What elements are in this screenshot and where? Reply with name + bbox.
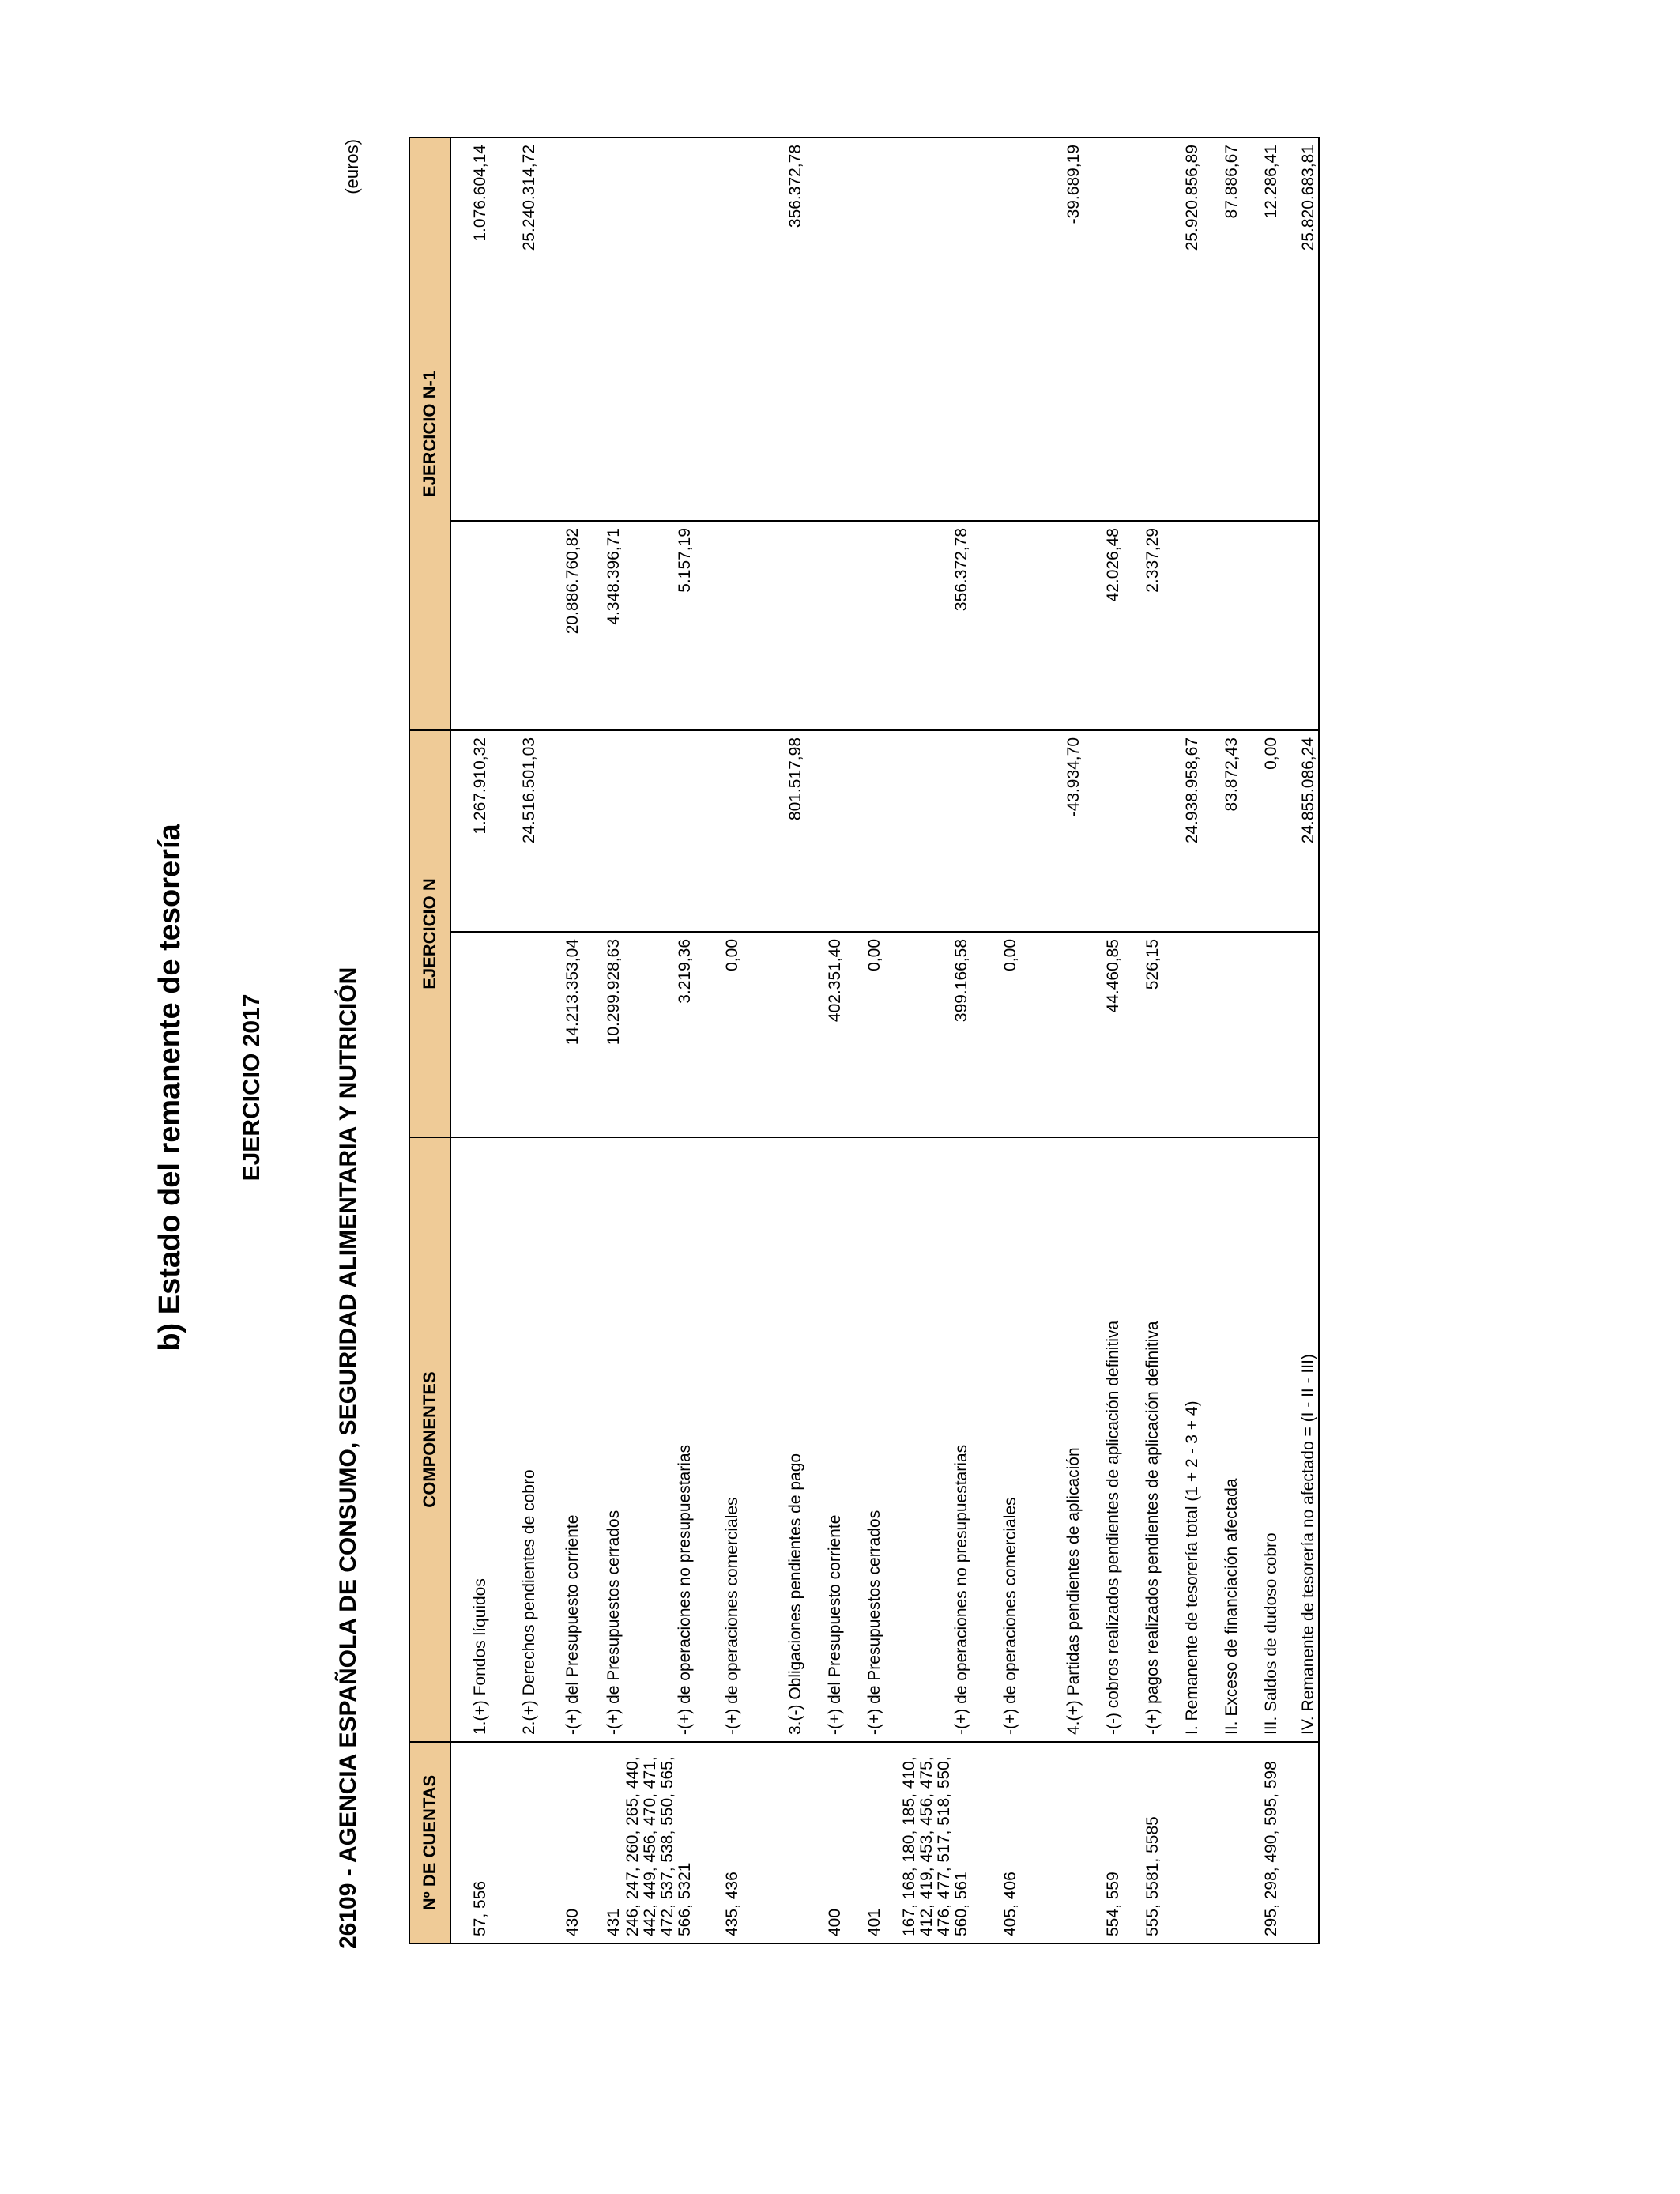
table-row <box>845 138 884 1943</box>
account-codes <box>490 1742 539 1943</box>
account-codes: 554, 559 <box>1083 1742 1123 1943</box>
value-n1-total <box>971 138 1020 521</box>
account-codes: 435, 436 <box>695 1742 742 1943</box>
header-ejercicio-n: EJERCICIO N <box>409 730 450 1137</box>
value-n1-total <box>1123 138 1162 521</box>
value-n-detail: 0,00 <box>971 932 1020 1137</box>
value-n1-detail <box>845 521 884 730</box>
table-row <box>1162 138 1202 1943</box>
value-n1-detail <box>695 521 742 730</box>
table-row <box>1202 138 1241 1943</box>
value-n-detail: 44.460,85 <box>1083 932 1123 1137</box>
table-row <box>1083 138 1123 1943</box>
value-n-total <box>695 730 742 932</box>
value-n1-total: 356.372,78 <box>786 145 804 228</box>
value-n1-total <box>1083 138 1123 521</box>
units-label: (euros) <box>342 139 362 194</box>
header-cuentas: Nº DE CUENTAS <box>409 1742 450 1943</box>
account-codes <box>1202 1742 1241 1943</box>
account-codes <box>1281 1742 1319 1943</box>
table-row <box>1281 138 1319 1943</box>
component-label: 3.(-) Obligaciones pendientes de pago <box>742 1137 805 1742</box>
value-n1-detail: 42.026,48 <box>1083 521 1123 730</box>
value-n1-total <box>539 138 582 521</box>
value-n1-total <box>805 138 845 521</box>
header-componentes: COMPONENTES <box>409 1137 450 1742</box>
value-n-total: 801.517,98 <box>742 730 805 932</box>
value-n-detail <box>1020 932 1083 1137</box>
table-row <box>450 138 490 1943</box>
component-label: III. Saldos de dudoso cobro <box>1241 1137 1281 1742</box>
account-codes: 401 <box>845 1742 884 1943</box>
value-n1-total: 25.820.683,81 <box>1281 138 1319 521</box>
component-label: -(+) de operaciones comerciales <box>695 1137 742 1742</box>
value-n1-total <box>845 138 884 521</box>
table-row <box>1123 138 1162 1943</box>
value-n-detail: 402.351,40 <box>805 932 845 1137</box>
value-n1-total <box>623 138 695 521</box>
table-row <box>582 138 623 1943</box>
value-n1-total: 25.920.856,89 <box>1183 145 1201 251</box>
account-codes: 295, 298, 490, 595, 598 <box>1241 1742 1281 1943</box>
value-n-detail: 399.166,58 <box>884 932 971 1137</box>
value-n1-detail: 356.372,78 <box>884 521 971 730</box>
entity-heading: 26109 - AGENCIA ESPAÑOLA DE CONSUMO, SEGURIDAD ALIMENTARIA Y NUTRICIÓN <box>335 967 361 1949</box>
component-label: -(+) del Presupuesto corriente <box>539 1137 582 1742</box>
component-label: -(+) de operaciones no presupuestarias <box>884 1137 971 1742</box>
value-n-total <box>805 730 845 932</box>
component-label: -(-) cobros realizados pendientes de aplicación definitiva <box>1083 1137 1123 1742</box>
value-n-detail: 3.219,36 <box>623 932 695 1137</box>
table-body <box>450 138 1319 1943</box>
value-n-total <box>845 730 884 932</box>
component-label: 1.(+) Fondos líquidos <box>450 1137 490 1742</box>
account-codes: 555, 5581, 5585 <box>1123 1742 1162 1943</box>
table-row <box>1241 138 1281 1943</box>
account-codes: 57, 556 <box>450 1742 490 1943</box>
component-label: 2.(+) Derechos pendientes de cobro <box>490 1137 539 1742</box>
value-n-total: 24.516.501,03 <box>490 730 539 932</box>
component-label: -(+) de operaciones no presupuestarias <box>623 1137 695 1742</box>
value-n1-detail <box>1020 521 1083 730</box>
table-row <box>490 138 539 1943</box>
value-n1-total: 12.286,41 <box>1262 145 1280 219</box>
value-n-total: -43.934,70 <box>1020 730 1083 932</box>
value-n1-total: -39.689,19 <box>1064 145 1083 224</box>
value-n-total <box>884 730 971 932</box>
value-n-total <box>971 730 1020 932</box>
value-n-detail: 0,00 <box>695 932 742 1137</box>
value-n-total <box>1123 730 1162 932</box>
value-n1-detail: 20.886.760,82 <box>539 521 582 730</box>
value-n-detail <box>742 932 805 1137</box>
value-n-total <box>1083 730 1123 932</box>
value-n1-detail <box>742 521 805 730</box>
account-codes <box>1020 1742 1083 1943</box>
document-title: b) Estado del remanente de tesorería <box>153 824 186 1351</box>
value-n1-detail <box>490 521 539 730</box>
value-n-total <box>582 730 623 932</box>
component-label: II. Exceso de financiación afectada <box>1202 1137 1241 1742</box>
value-n1-total: 87.886,67 <box>1222 145 1241 219</box>
value-n-total <box>539 730 582 932</box>
component-label: -(+) de Presupuestos cerrados <box>582 1137 623 1742</box>
value-n-detail: 10.299.928,63 <box>582 932 623 1137</box>
table-row <box>971 138 1020 1943</box>
account-codes: 400 <box>805 1742 845 1943</box>
value-n-detail: 14.213.353,04 <box>539 932 582 1137</box>
value-n1-total <box>695 138 742 521</box>
table-row <box>539 138 582 1943</box>
table-row <box>742 138 805 1943</box>
account-codes <box>1162 1742 1202 1943</box>
value-n-total: 83.872,43 <box>1202 730 1241 932</box>
component-label: I. Remanente de tesorería total (1 + 2 - 3 + 4) <box>1162 1137 1202 1742</box>
value-n-total: 24.855.086,24 <box>1281 730 1319 932</box>
component-label: IV. Remanente de tesorería no afectado = (I - II - III) <box>1281 1137 1319 1742</box>
value-n1-total: 25.240.314,72 <box>520 145 538 251</box>
value-n-total: 1.267.910,32 <box>450 730 490 932</box>
account-codes <box>742 1742 805 1943</box>
component-label: -(+) del Presupuesto corriente <box>805 1137 845 1742</box>
value-n-detail <box>1162 932 1202 1137</box>
value-n1-detail: 4.348.396,71 <box>582 521 623 730</box>
component-label: -(+) de operaciones comerciales <box>971 1137 1020 1742</box>
value-n1-total: 1.076.604,14 <box>471 145 489 242</box>
value-n1-total <box>582 138 623 521</box>
value-n-total: 24.938.958,67 <box>1162 730 1202 932</box>
remanente-table <box>409 137 1320 1944</box>
table-row <box>695 138 742 1943</box>
value-n1-detail <box>805 521 845 730</box>
value-n-detail <box>1202 932 1241 1137</box>
table-row <box>884 138 971 1943</box>
value-n1-detail <box>1241 521 1281 730</box>
value-n-detail: 0,00 <box>845 932 884 1137</box>
value-n-detail <box>490 932 539 1137</box>
component-label: 4.(+) Partidas pendientes de aplicación <box>1020 1137 1083 1742</box>
value-n-detail <box>1281 932 1319 1137</box>
value-n1-detail <box>971 521 1020 730</box>
value-n-detail: 526,15 <box>1123 932 1162 1137</box>
component-label: -(+) de Presupuestos cerrados <box>845 1137 884 1742</box>
account-codes: 246, 247, 260, 265, 440, 442, 449, 456, 470, 471, 472, 537, 538, 550, 565, 566, 5321 <box>623 1742 695 1943</box>
value-n1-detail <box>1162 521 1202 730</box>
value-n-detail <box>1241 932 1281 1137</box>
document-subtitle: EJERCICIO 2017 <box>239 993 265 1182</box>
value-n1-total <box>884 138 971 521</box>
value-n1-detail <box>1281 521 1319 730</box>
account-codes: 405, 406 <box>971 1742 1020 1943</box>
account-codes: 431 <box>582 1742 623 1943</box>
value-n1-detail <box>450 521 490 730</box>
component-label: -(+) pagos realizados pendientes de aplicación definitiva <box>1123 1137 1162 1742</box>
value-n1-detail <box>1202 521 1241 730</box>
value-n-total <box>623 730 695 932</box>
value-n-detail <box>450 932 490 1137</box>
table-row <box>623 138 695 1943</box>
account-codes: 430 <box>539 1742 582 1943</box>
table-row <box>805 138 845 1943</box>
value-n-total: 0,00 <box>1241 730 1281 932</box>
header-ejercicio-n1: EJERCICIO N-1 <box>409 138 450 730</box>
account-codes: 167, 168, 180, 185, 410, 412, 419, 453, 456, 475, 476, 477, 517, 518, 550, 560, 561 <box>884 1742 971 1943</box>
table-row <box>1020 138 1083 1943</box>
value-n1-detail: 2.337,29 <box>1123 521 1162 730</box>
value-n1-detail: 5.157,19 <box>623 521 695 730</box>
